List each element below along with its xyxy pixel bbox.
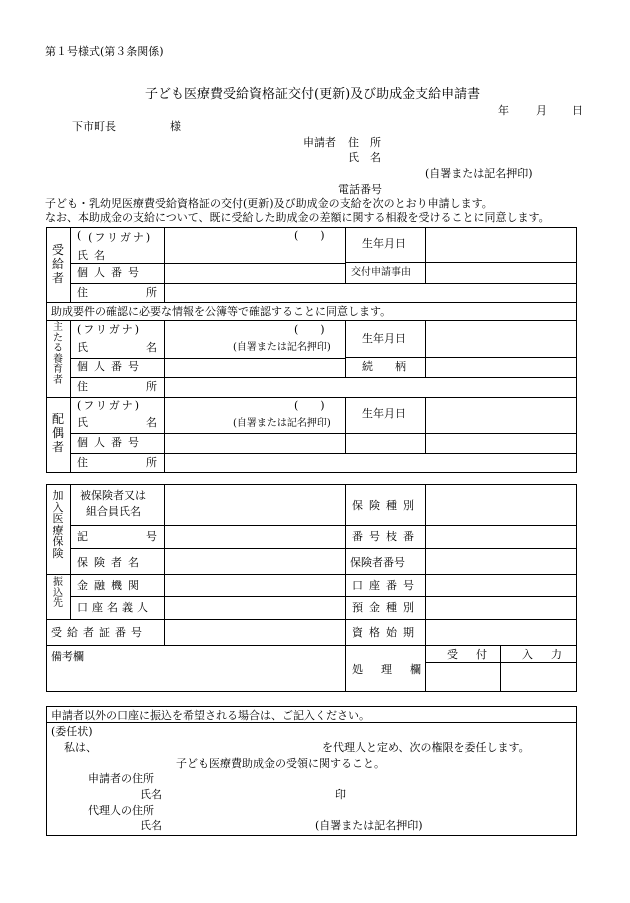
recipient-name-paren: ( ) <box>294 229 325 242</box>
delegation-heading: (委任状) <box>51 725 93 738</box>
received-label: 受付 <box>447 648 505 661</box>
intro-line-1: 子ども・乳幼児医療費受給資格証の交付(更新)及び助成金の支給を次のとおり申請します。 <box>45 197 493 210</box>
spouse-address-label: 住所 <box>77 456 215 469</box>
spouse-mynumber-label: 個人番号 <box>77 436 145 449</box>
insured-name-label-1: 被保険者又は <box>80 489 146 502</box>
page-title: 子ども医療費受給資格証交付(更新)及び助成金支給申請書 <box>145 87 481 102</box>
applicant-label: 申請者 <box>303 136 336 149</box>
transfer-section-label: 振込先 <box>53 577 63 609</box>
recipient-address-label: 住所 <box>77 286 215 299</box>
addressee-honorific: 様 <box>170 120 181 133</box>
addressee: 下市町長 <box>72 120 116 133</box>
insurer-name-label: 保険者名 <box>77 556 145 569</box>
deposit-type-label: 預金種別 <box>352 601 420 614</box>
agent-signature-note: (自署または記名押印) <box>315 819 423 832</box>
spouse-section-label: 配偶者 <box>51 412 64 454</box>
recipient-mynumber-label: 個人番号 <box>77 266 145 279</box>
delegation-line-2: 子ども医療費助成金の受領に関すること。 <box>176 757 385 770</box>
date-month-label: 月 <box>536 104 547 117</box>
guardian-address-label: 住所 <box>77 380 215 393</box>
remarks-label: 備考欄 <box>51 650 84 663</box>
spouse-signature-note: (自署または記名押印) <box>233 418 331 429</box>
guardian-name-paren: ( ) <box>294 323 325 336</box>
intro-line-2: なお、本助成金の支給について、既に受給した助成金の差額に関する相殺を受けることに同意します。 <box>45 211 550 224</box>
applicant-address-field-label: 申請者の住所 <box>88 772 154 785</box>
recipient-birth-label: 生年月日 <box>362 237 406 250</box>
applicant-name-field-label: 氏名 <box>140 788 162 801</box>
guardian-mynumber-label: 個人番号 <box>77 360 145 373</box>
delegation-notice: 申請者以外の口座に振込を希望される場合は、ご記入ください。 <box>51 709 370 722</box>
guardian-section-label: 主たる養育者 <box>53 322 63 386</box>
account-holder-label: 口座名義人 <box>77 601 152 614</box>
insured-name-label-2: 組合員氏名 <box>86 505 141 518</box>
delegation-line-1a: 私は、 <box>64 741 97 754</box>
guardian-furigana-label: (フリガナ) <box>77 323 142 336</box>
guardian-relation-label: 続柄 <box>362 360 428 373</box>
insurance-type-label: 保険種別 <box>352 499 420 512</box>
date-year-label: 年 <box>498 104 509 117</box>
recipient-name-label: 氏名 <box>77 249 111 262</box>
guardian-signature-note: (自署または記名押印) <box>233 342 331 353</box>
input-label: 入力 <box>522 648 580 661</box>
applicant-name-label: 氏 名 <box>348 151 381 164</box>
agent-address-field-label: 代理人の住所 <box>88 804 154 817</box>
delegation-line-1b: を代理人と定め、次の権限を委任します。 <box>322 741 530 754</box>
applicant-phone-label: 電話番号 <box>338 183 382 196</box>
date-day-label: 日 <box>572 104 583 117</box>
recipient-section-label: 受給者 <box>51 243 64 285</box>
recipient-consent-text: 助成要件の確認に必要な情報を公簿等で確認することに同意します。 <box>51 305 392 318</box>
number-branch-label: 番号枝番 <box>352 530 420 543</box>
recipient-furigana-label: ( (フリガナ) <box>77 229 153 244</box>
bank-label: 金融機関 <box>77 579 145 592</box>
eligibility-start-label: 資格始期 <box>352 626 420 639</box>
spouse-name-label: 氏名 <box>77 416 215 429</box>
insurer-number-label: 保険者番号 <box>350 556 405 569</box>
insurance-section-label: 加入医療保険 <box>52 489 64 560</box>
applicant-address-label: 住 所 <box>348 136 381 149</box>
recipient-reason-label: 交付申請事由 <box>351 267 411 278</box>
processing-label: 処理欄 <box>352 663 439 676</box>
agent-name-field-label: 氏名 <box>140 819 162 832</box>
symbol-label: 記号 <box>77 530 215 543</box>
spouse-furigana-label: (フリガナ) <box>77 399 142 412</box>
guardian-birth-label: 生年月日 <box>362 332 406 345</box>
seal-mark: 印 <box>335 788 346 801</box>
account-number-label: 口座番号 <box>352 579 420 592</box>
applicant-signature-note: (自署または記名押印) <box>425 167 533 180</box>
spouse-birth-label: 生年月日 <box>362 407 406 420</box>
spouse-name-paren: ( ) <box>294 399 325 412</box>
certificate-number-label: 受給者証番号 <box>51 626 147 639</box>
form-number: 第１号様式(第３条関係) <box>45 45 164 58</box>
guardian-name-label: 氏名 <box>77 341 215 354</box>
